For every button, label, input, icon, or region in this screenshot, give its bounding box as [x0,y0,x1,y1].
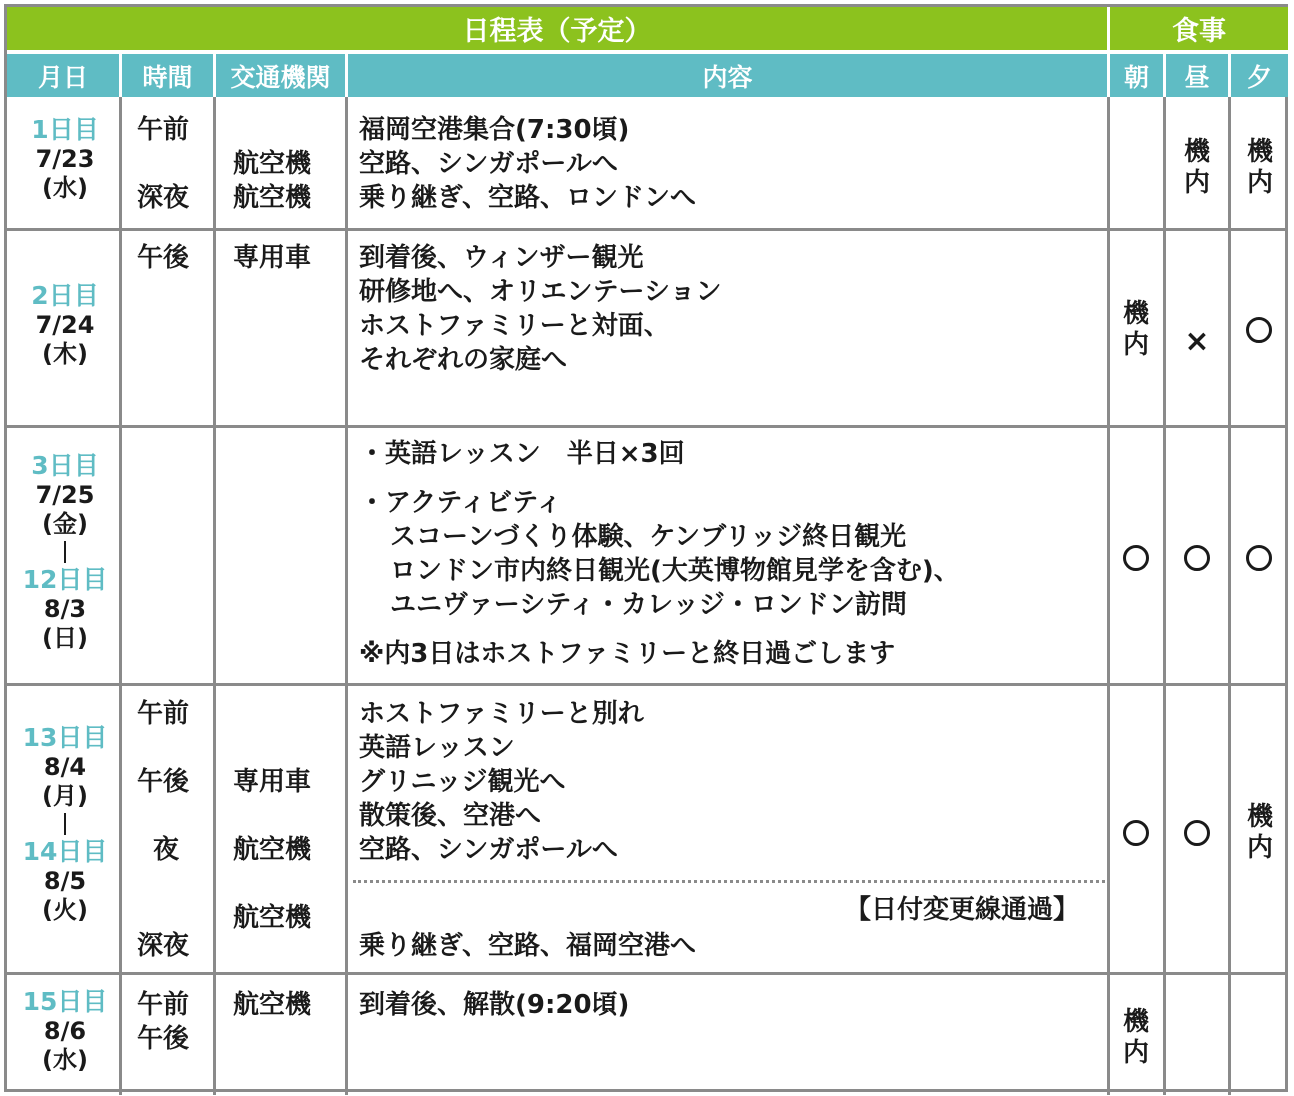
day-label: 2日目 [31,281,99,310]
weekday: (水) [42,174,88,202]
range-dash [64,813,66,835]
day-cell [7,987,123,1075]
content-line: 空路、シンガポールへ [359,835,618,865]
header-divider [345,54,348,97]
header-divider [213,54,216,97]
content-line: 福岡空港集合(7:30頃) [359,115,630,145]
time-text: 午前 [137,990,190,1020]
dotted-divider [353,880,1105,883]
column-divider [1228,97,1231,1095]
meal-lunch: 機内 [1183,137,1210,198]
day-label: 1日目 [31,115,99,144]
weekday: (水) [42,1046,88,1074]
meal-lunch: × [1184,324,1210,359]
content-line: ホストファミリーと別れ [359,699,644,729]
date: 7/24 [35,311,95,339]
row-divider [7,228,1288,231]
meal-breakfast-circle-icon [1123,545,1149,571]
column-header-day: 月日 [7,54,119,97]
content-line: ホストファミリーと対面、 [359,311,670,341]
date: 8/4 [43,753,87,781]
content-line: ・アクティビティ [359,488,563,518]
content-line: それぞれの家庭へ [359,345,568,375]
day-label-end: 14日目 [22,837,108,866]
date: 7/25 [35,481,95,509]
content-line: 散策後、空港へ [359,801,542,831]
header-divider [1107,7,1110,97]
weekday-end: (火) [42,896,88,924]
column-divider [1107,97,1110,1095]
schedule-table [4,4,1288,1092]
content-line: スコーンづくり体験、ケンブリッジ終日観光 [390,522,907,552]
column-divider [1163,97,1166,1095]
content-line: 到着後、ウィンザー観光 [359,243,644,273]
row-divider [7,683,1288,686]
meal-dinner: 機内 [1246,802,1273,863]
meal-breakfast: 機内 [1122,299,1149,360]
meal-lunch-circle-icon [1184,820,1210,846]
time-text: 午前 [137,699,190,729]
time-text: 午後 [137,767,190,797]
meal-dinner-circle-icon [1246,317,1272,343]
weekday: (金) [42,510,88,538]
row-divider [7,972,1288,975]
time-text: 午前 [137,115,190,145]
day-label: 15日目 [22,987,108,1016]
content-line: グリニッジ観光へ [359,767,566,797]
meal-breakfast-circle-icon [1123,820,1149,846]
header-divider [7,50,1288,54]
content-line: 乗り継ぎ、空路、ロンドンへ [359,183,696,213]
content-note: ※内3日はホストファミリーと終日過ごします [359,639,896,669]
range-dash [64,541,66,563]
content-line: 研修地へ、オリエンテーション [359,277,722,307]
transport-text: 航空機 [233,990,312,1020]
day-cell [7,723,123,925]
column-divider [213,97,216,1095]
transport-text: 専用車 [233,767,312,797]
day-cell [7,451,123,653]
column-header-breakfast: 朝 [1110,54,1163,97]
weekday: (木) [42,340,88,368]
time-text: 午後 [137,243,190,273]
transport-text: 専用車 [233,243,312,273]
content-line: 英語レッスン [359,733,515,763]
dateline-note: 【日付変更線通過】 [844,895,1079,925]
header-divider [1228,54,1231,97]
meal-breakfast: 機内 [1122,1007,1149,1068]
meal-dinner-circle-icon [1246,545,1272,571]
content-line: 乗り継ぎ、空路、福岡空港へ [359,931,696,961]
header-divider [1163,54,1166,97]
time-text: 深夜 [137,183,190,213]
header-divider [119,54,122,97]
column-header-lunch: 昼 [1166,54,1228,97]
column-divider [345,97,348,1095]
time-text: 夜 [153,835,180,865]
column-header-transport: 交通機関 [216,54,345,97]
column-header-content: 内容 [348,54,1107,97]
column-header-time: 時間 [122,54,213,97]
day-label: 13日目 [22,723,108,752]
content-line: ユニヴァーシティ・カレッジ・ロンドン訪問 [390,590,907,620]
day-label-end: 12日目 [22,565,108,594]
date: 8/6 [43,1017,87,1045]
transport-text: 航空機 [233,835,312,865]
day-cell [7,281,123,369]
transport-text: 航空機 [233,183,312,213]
date-end: 8/3 [43,595,87,623]
meal-dinner: 機内 [1246,137,1273,198]
content-line: ロンドン市内終日観光(大英博物館見学を含む)、 [390,556,960,586]
transport-text: 航空機 [233,149,312,179]
day-cell [7,115,123,203]
column-header-dinner: 夕 [1231,54,1288,97]
day-label: 3日目 [31,451,99,480]
time-text: 深夜 [137,931,190,961]
date-end: 8/5 [43,867,87,895]
time-text: 午後 [137,1024,190,1054]
content-line: ・英語レッスン 半日×3回 [359,439,685,469]
weekday: (月) [42,782,88,810]
meals-title: 食事 [1110,7,1288,50]
schedule-title: 日程表（予定） [7,7,1107,50]
meal-lunch-circle-icon [1184,545,1210,571]
weekday-end: (日) [42,624,88,652]
date: 7/23 [35,145,95,173]
content-line: 空路、シンガポールへ [359,149,618,179]
transport-text: 航空機 [233,903,312,933]
row-divider [7,425,1288,428]
content-line: 到着後、解散(9:20頃) [359,990,630,1020]
